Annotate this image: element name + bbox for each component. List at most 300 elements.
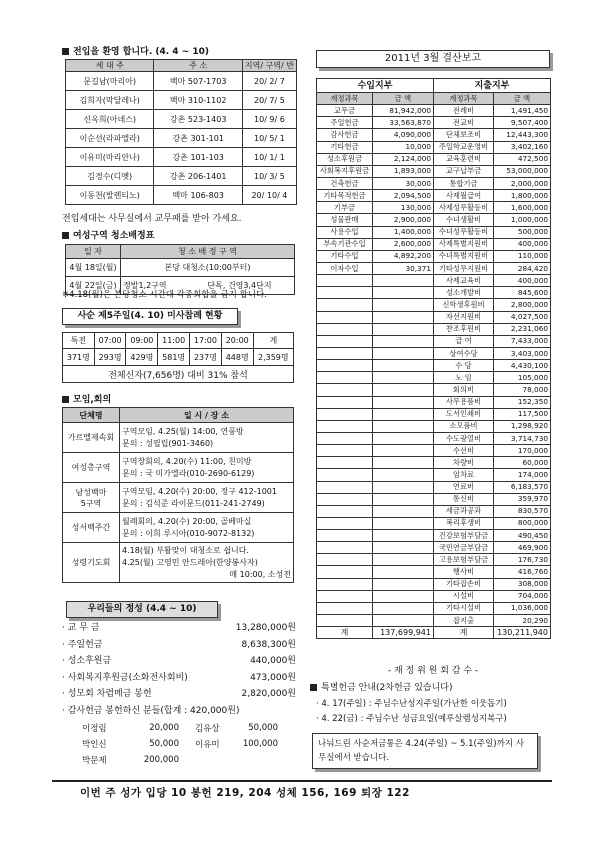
income-amount [373, 420, 434, 432]
welcome-note: 전입세대는 사무실에서 교무패를 받아 가세요. [62, 214, 242, 224]
expense-account: 수녀특별지원비 [434, 250, 494, 262]
region-cell: 20/ 2/ 7 [242, 72, 296, 91]
table-row [66, 259, 295, 277]
address-cell: 백마 507-1703 [154, 72, 242, 91]
expense-amount: 1,000,000 [494, 214, 551, 226]
committee-note: - 재 정 위 원 회 감 수 - [387, 666, 479, 676]
expense-amount: 2,800,000 [494, 299, 551, 311]
table-row [66, 72, 297, 91]
income-account [317, 432, 373, 444]
expense-amount: 4,430,100 [494, 360, 551, 372]
income-header: 수입지부 [317, 79, 434, 93]
attendance-title: 사순 제5주일(4. 10) 미사참례 현황 [62, 308, 238, 325]
table-row [317, 481, 551, 493]
total-label: 계 [317, 627, 373, 639]
income-amount [373, 335, 434, 347]
cleaning-area-cell: 본당 대청소(10:00부터) [121, 259, 295, 277]
offering-amount: 440,000원 [250, 656, 296, 666]
region-cell: 10/ 9/ 6 [242, 110, 296, 129]
table-row [317, 202, 551, 214]
expense-account: 회의비 [434, 384, 494, 396]
cleaning-header-date: 일 자 [66, 245, 121, 259]
cleaning-area-cell: 단독, 건영3,4단지 [185, 277, 295, 295]
donor-amount [241, 752, 280, 768]
table-row [317, 615, 551, 627]
expense-amount: 3,403,000 [494, 347, 551, 359]
expense-header: 지출지부 [434, 79, 551, 93]
income-amount [373, 445, 434, 457]
table-row [317, 262, 551, 274]
donor-amount: 200,000 [143, 755, 179, 765]
table-row [317, 432, 551, 444]
meeting-line: 4.25(월) 고영민 안드레아(한양봉사자) [122, 557, 258, 567]
expense-account: 신학생후원비 [434, 299, 494, 311]
table-row [317, 554, 551, 566]
expense-amount: 400,000 [494, 275, 551, 287]
expense-account: 단체보조비 [434, 129, 494, 141]
income-account: 부속기관수입 [317, 238, 373, 250]
expense-amount: 20,290 [494, 615, 551, 627]
income-amount [373, 578, 434, 590]
meetings-header-group: 단체명 [63, 408, 120, 423]
expense-amount: 845,600 [494, 287, 551, 299]
table-row [317, 311, 551, 323]
expense-amount: 2,231,060 [494, 323, 551, 335]
offering-amount: 13,280,000원 [235, 623, 296, 633]
address-cell: 강촌 206-1401 [154, 167, 242, 186]
list-item [62, 637, 296, 654]
list-item [62, 653, 296, 670]
expense-account: 사제특별지원비 [434, 238, 494, 250]
expense-account: 고용보험부담금 [434, 554, 494, 566]
expense-amount: 3,714,730 [494, 432, 551, 444]
total-income: 137,699,941 [373, 627, 434, 639]
table-row [317, 530, 551, 542]
table-row [317, 408, 551, 420]
income-account: 성물판매 [317, 214, 373, 226]
income-amount: 4,090,000 [373, 129, 434, 141]
table-row [317, 250, 551, 262]
income-account [317, 493, 373, 505]
income-account [317, 517, 373, 529]
meeting-group-name: 성서백주간 [63, 513, 120, 543]
income-amount [373, 408, 434, 420]
income-account: 주일헌금 [317, 117, 373, 129]
table-row [317, 590, 551, 602]
expense-amount: 170,000 [494, 445, 551, 457]
income-account [317, 530, 373, 542]
expense-account: 차량비 [434, 457, 494, 469]
region-cell: 10/ 3/ 5 [242, 167, 296, 186]
expense-amount: 105,000 [494, 372, 551, 384]
expense-account: 수녀생활비 [434, 214, 494, 226]
income-amount [373, 372, 434, 384]
offering-label: · 성소후원금 [62, 656, 112, 666]
expense-account: 성소개발비 [434, 287, 494, 299]
income-amount [373, 542, 434, 554]
expense-account: 자선지원비 [434, 311, 494, 323]
attendance-header: 11:00 [158, 333, 190, 349]
expense-account: 세금과공과 [434, 505, 494, 517]
attendance-value: 293명 [94, 349, 126, 366]
attendance-value: 448명 [221, 349, 253, 366]
table-row [317, 457, 551, 469]
square-bullet-icon [310, 684, 317, 691]
income-account: 교무금 [317, 105, 373, 117]
table-row [317, 420, 551, 432]
expense-account: 통합기금 [434, 177, 494, 189]
donor-amount: 50,000 [248, 723, 278, 733]
donor-amount: 20,000 [149, 723, 179, 733]
expense-account: 복리후생비 [434, 517, 494, 529]
attendance-value: 237명 [190, 349, 222, 366]
address-cell: 강촌 301-101 [154, 129, 242, 148]
table-row [317, 517, 551, 529]
expense-amount: 490,450 [494, 530, 551, 542]
income-account [317, 347, 373, 359]
table-row [80, 736, 280, 752]
income-account [317, 299, 373, 311]
expense-amount: 830,570 [494, 505, 551, 517]
expense-account: 연료비 [434, 481, 494, 493]
table-row [317, 360, 551, 372]
table-row [317, 493, 551, 505]
meeting-line: 문의 : 이희 루시아(010-9072-8132) [122, 528, 255, 538]
expense-amount: 704,000 [494, 590, 551, 602]
expense-account: 주일학교운영비 [434, 141, 494, 153]
table-row [317, 578, 551, 590]
cleaning-date-cell: 4월 22일(금) [66, 277, 121, 295]
income-amount [373, 481, 434, 493]
special-line: · 4. 17(주일) : 주님수난성지주일(가난한 이웃돕기) [316, 699, 507, 709]
expense-account: 교육훈련비 [434, 153, 494, 165]
attendance-value: 371명 [63, 349, 95, 366]
expense-amount: 7,433,000 [494, 335, 551, 347]
table-row [317, 347, 551, 359]
householder-cell: 이유미(마리안나) [66, 148, 154, 167]
table-row [317, 396, 551, 408]
footer-divider [52, 780, 552, 782]
offering-label: · 사회복지후원금(소화전사회비) [62, 672, 188, 683]
list-item [62, 686, 296, 703]
table-row [80, 720, 280, 736]
cleaning-date-cell: 4월 18일(월) [66, 259, 121, 277]
table-row [317, 177, 551, 189]
address-cell: 백마 106-803 [154, 186, 242, 205]
income-amount: 81,942,000 [373, 105, 434, 117]
table-row [63, 423, 294, 453]
expense-amount: 176,730 [494, 554, 551, 566]
income-account [317, 542, 373, 554]
expense-account: 전례비 [434, 105, 494, 117]
offerings-list [62, 620, 296, 719]
householder-cell: 신옥희(아녜스) [66, 110, 154, 129]
householder-cell: 김희자(막달레나) [66, 91, 154, 110]
expense-account: 수선비 [434, 445, 494, 457]
offering-amount: 473,000원 [250, 672, 296, 683]
cleaning-title-text: 여성구역 청소배정표 [73, 231, 155, 241]
expense-account: 사제월급여 [434, 190, 494, 202]
income-amount: 10,000 [373, 141, 434, 153]
income-account: 성소후원금 [317, 153, 373, 165]
income-account [317, 445, 373, 457]
meeting-line: 문의 : 김석준 라이문드(011-241-2749) [122, 498, 265, 508]
table-row [66, 110, 297, 129]
expense-amount: 3,402,160 [494, 141, 551, 153]
donor-table [80, 720, 280, 768]
table-row [63, 543, 294, 583]
expense-account: 소모품비 [434, 420, 494, 432]
welcome-table [65, 59, 297, 205]
table-row [317, 372, 551, 384]
householder-cell: 이동천(발렌티노) [66, 186, 154, 205]
attendance-header: 17:00 [190, 333, 222, 349]
income-amount [373, 505, 434, 517]
expense-account: 수녀성무활동비 [434, 226, 494, 238]
report-title: 2011년 3월 결산보고 [316, 50, 550, 68]
income-account: 사용수입 [317, 226, 373, 238]
income-amount [373, 275, 434, 287]
meetings-section-title [62, 392, 111, 405]
table-row [317, 287, 551, 299]
income-amount [373, 469, 434, 481]
income-amount [373, 554, 434, 566]
income-amount [373, 432, 434, 444]
offering-label: · 성모회 차렴메금 봉헌 [62, 689, 152, 699]
offering-amount: 8,638,300원 [241, 639, 296, 650]
expense-account: 건강보험부담금 [434, 530, 494, 542]
donor-name: 이정림 [82, 724, 107, 734]
offering-label: · 주일헌금 [62, 639, 103, 650]
total-expense: 130,211,940 [494, 627, 551, 639]
meeting-line: 구역장회의, 4.20(수) 11:00, 친미방 [122, 456, 252, 466]
expense-amount: 60,000 [494, 457, 551, 469]
table-row [66, 129, 297, 148]
expense-amount: 308,000 [494, 578, 551, 590]
table-row [63, 453, 294, 483]
expense-account: 상여수당 [434, 347, 494, 359]
meeting-line: 문의 : 국 미가엘라(010-2690-6129) [122, 468, 255, 478]
expense-account: 사무용품비 [434, 396, 494, 408]
offerings-title: 우리들의 정성 (4.4 ~ 10) [66, 601, 218, 618]
income-account [317, 335, 373, 347]
region-cell: 20/ 7/ 5 [242, 91, 296, 110]
attendance-header: 09:00 [126, 333, 158, 349]
expense-account: 찬조후원비 [434, 323, 494, 335]
income-account: 건축헌금 [317, 177, 373, 189]
attendance-header: 07:00 [94, 333, 126, 349]
special-title-text: 특별헌금 안내(2차헌금 있습니다) [321, 683, 453, 693]
offering-amount: 2,820,000원 [241, 689, 296, 699]
meeting-group-name: 여성총구역 [63, 453, 120, 483]
square-bullet-icon [62, 396, 69, 403]
expense-account: 수 당 [434, 360, 494, 372]
expense-account: 행사비 [434, 566, 494, 578]
expense-amount: 472,500 [494, 153, 551, 165]
finance-col-header: 계정과목 [434, 93, 494, 105]
expense-amount: 6,183,570 [494, 481, 551, 493]
cleaning-area-cell: 정발1,2구역 [121, 277, 186, 295]
table-row [317, 238, 551, 250]
expense-amount: 400,000 [494, 238, 551, 250]
table-row [317, 105, 551, 117]
table-row [317, 153, 551, 165]
welcome-header-region: 지역/ 구역/ 반 [242, 60, 296, 72]
square-bullet-icon [62, 232, 69, 239]
table-row [317, 505, 551, 517]
meeting-line: 구역모임, 4.20(수) 20:00, 정구 412-1001 [122, 486, 277, 496]
cleaning-header-area: 청 소 배 정 구 역 [121, 245, 295, 259]
expense-amount: 78,000 [494, 384, 551, 396]
householder-cell: 김경수(디몟) [66, 167, 154, 186]
expense-amount: 500,000 [494, 226, 551, 238]
expense-account: 잡지출 [434, 615, 494, 627]
region-cell: 10/ 1/ 1 [242, 148, 296, 167]
attendance-value: 2,359명 [253, 349, 293, 366]
meeting-line: 월례회의, 4.20(수) 20:00, 골베마실 [122, 516, 252, 526]
expense-amount: 110,000 [494, 250, 551, 262]
table-row [317, 275, 551, 287]
meeting-line: 구역모임, 4.25(월) 14:00, 연풍방 [122, 426, 244, 436]
expense-account: 기타잡손비 [434, 578, 494, 590]
income-amount: 33,563,870 [373, 117, 434, 129]
table-row [66, 148, 297, 167]
expense-amount: 174,000 [494, 469, 551, 481]
donor-amount: 50,000 [149, 739, 179, 749]
square-bullet-icon [62, 48, 69, 55]
income-account [317, 287, 373, 299]
income-amount [373, 602, 434, 614]
table-row [63, 483, 294, 513]
table-row [317, 335, 551, 347]
expense-amount: 1,600,000 [494, 202, 551, 214]
expense-amount: 4,027,500 [494, 311, 551, 323]
income-account [317, 384, 373, 396]
expense-amount: 800,000 [494, 517, 551, 529]
region-cell: 10/ 5/ 1 [242, 129, 296, 148]
expense-account: 시설비 [434, 590, 494, 602]
table-row [317, 542, 551, 554]
table-row [317, 602, 551, 614]
welcome-header-address: 주 소 [154, 60, 242, 72]
meetings-table [62, 407, 294, 583]
meeting-line: 문의 : 성필립(901-3460) [122, 438, 214, 448]
expense-amount: 117,500 [494, 408, 551, 420]
expense-amount: 284,420 [494, 262, 551, 274]
table-row [80, 752, 280, 768]
income-amount: 4,892,200 [373, 250, 434, 262]
expense-account: 기타성무지원비 [434, 262, 494, 274]
meeting-group-name: 남성백마 5구역 [63, 483, 120, 513]
expense-amount: 1,800,000 [494, 190, 551, 202]
income-account [317, 396, 373, 408]
table-row [317, 129, 551, 141]
income-amount [373, 590, 434, 602]
expense-amount: 9,507,400 [494, 117, 551, 129]
meetings-title-text: 모임,회의 [73, 395, 112, 405]
table-row [66, 91, 297, 110]
table-row [317, 469, 551, 481]
income-amount [373, 457, 434, 469]
income-amount [373, 287, 434, 299]
cleaning-note: ※4.18(월)은 본당청소 시간대 각종회합을 금지 합니다. [62, 290, 267, 300]
income-account: 이자수입 [317, 262, 373, 274]
notice-box: 나눠드린 사순저금통은 4.24(주일) ~ 5.1(주일)까지 사무실에서 받습니다. [312, 733, 538, 769]
income-amount [373, 615, 434, 627]
income-account [317, 275, 373, 287]
donor-amount: 100,000 [242, 739, 278, 749]
special-line: · 4. 22(금) : 주님수난 성금요일(예루살렘성지복구) [316, 714, 507, 724]
expense-amount: 416,760 [494, 566, 551, 578]
expense-account: 교구납부금 [434, 165, 494, 177]
expense-amount: 53,000,000 [494, 165, 551, 177]
expense-amount: 2,000,000 [494, 177, 551, 189]
table-row [317, 445, 551, 457]
income-account [317, 360, 373, 372]
expense-account: 사제성무활동비 [434, 202, 494, 214]
donor-name: 이유미 [194, 740, 220, 750]
income-account [317, 554, 373, 566]
expense-amount: 152,350 [494, 396, 551, 408]
table-row [66, 186, 297, 205]
income-amount [373, 517, 434, 529]
expense-account: 임차료 [434, 469, 494, 481]
table-row [66, 167, 297, 186]
table-row [317, 190, 551, 202]
table-row [317, 226, 551, 238]
income-account: 기타수입 [317, 250, 373, 262]
address-cell: 백마 310-1102 [154, 91, 242, 110]
finance-col-header: 금 액 [494, 93, 551, 105]
income-account [317, 408, 373, 420]
income-amount [373, 347, 434, 359]
income-amount [373, 311, 434, 323]
income-account [317, 615, 373, 627]
income-amount [373, 493, 434, 505]
income-amount: 30,000 [373, 177, 434, 189]
income-amount [373, 566, 434, 578]
income-amount: 30,371 [373, 262, 434, 274]
income-account [317, 457, 373, 469]
table-row [317, 384, 551, 396]
income-amount: 2,094,500 [373, 190, 434, 202]
table-row [317, 141, 551, 153]
table-row [317, 117, 551, 129]
income-account [317, 323, 373, 335]
expense-amount: 12,443,300 [494, 129, 551, 141]
expense-account: 급 여 [434, 335, 494, 347]
address-cell: 강촌 523-1403 [154, 110, 242, 129]
thanks-offering-label: · 감사헌금 봉헌하신 분들(합계 : 420,000원) [62, 705, 240, 716]
income-account: 감사헌금 [317, 129, 373, 141]
region-cell: 20/ 10/ 4 [242, 186, 296, 205]
table-row [317, 165, 551, 177]
income-account [317, 590, 373, 602]
expense-account: 수도광열비 [434, 432, 494, 444]
expense-account: 사제교육비 [434, 275, 494, 287]
attendance-header: 특전 [63, 333, 95, 349]
expense-account: 기타시설비 [434, 602, 494, 614]
income-amount [373, 396, 434, 408]
meeting-line: 4.18(월) 부활맞이 대청소로 쉽니다. [122, 545, 249, 555]
cleaning-section-title [62, 228, 154, 241]
income-amount [373, 530, 434, 542]
attendance-header: 20:00 [221, 333, 253, 349]
income-amount: 2,124,000 [373, 153, 434, 165]
income-amount [373, 360, 434, 372]
expense-account: 전교비 [434, 117, 494, 129]
income-account: 기타헌금 [317, 141, 373, 153]
